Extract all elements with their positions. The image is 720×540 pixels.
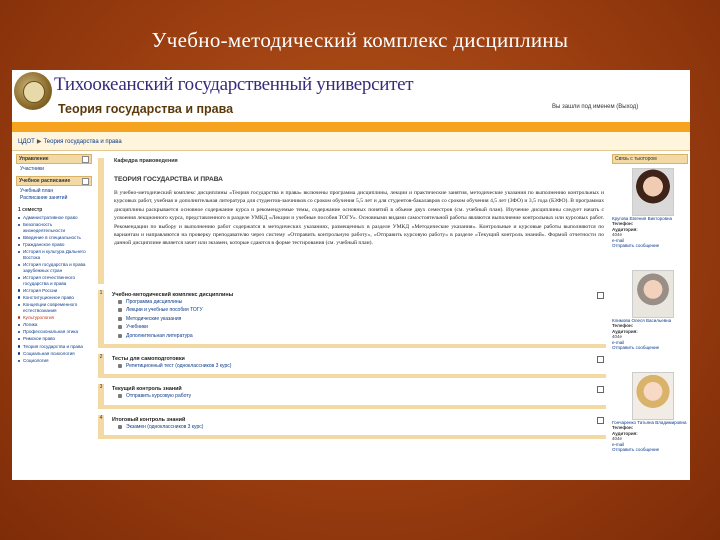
sidebar-item[interactable]: Гражданское право [18,242,92,248]
phone-label: Телефон: [612,323,634,329]
section-divider [98,374,606,378]
sidebar-item[interactable]: История России [18,288,92,294]
email-link[interactable]: e-mail [612,237,625,243]
section-number: 3 [98,384,104,408]
moodle-screenshot [12,70,690,480]
course-section [98,290,606,348]
user-login-info[interactable]: Вы зашли под именем (Выход) [552,104,639,110]
phone-label: Телефон: [612,221,634,227]
section-title-text: Текущий контроль знаний [112,386,182,393]
resource-link[interactable]: Методические указания [112,315,602,323]
room-value: 404е [612,232,623,238]
course-section [98,384,606,408]
collapse-icon[interactable] [82,178,89,185]
course-title: ТЕОРИЯ ГОСУДАРСТВА И ПРАВА [114,176,223,183]
sidebar-item[interactable]: История и культура Дальнего Востока [18,249,92,260]
send-message-link[interactable]: Отправить сообщение [612,345,660,351]
resource-link[interactable]: Дополнительная литература [112,332,602,340]
university-name: Тихоокеанский государственный университет [54,74,414,95]
sidebar-item[interactable]: Социальная психология [18,351,92,357]
course-description: В учебно-методический комплекс дисциплины «Теория государства и права» включены программа дисциплины, лекции и практические занятия, методические указания по выполнению контрольных и курсовых работ, учебная и дополнительная литература для студентов-заочников со сроком обучения 5,5 лет и для студентов-бакалавров со сроком обучения 4,5 лет (ЗФО) и 3,5 года (БЗФО). В программах дисциплины раскрывается основное содержание курса и рекомендуемые темы, содержание основных понятий в объеме двух семестров (см. учебный план). Изучение дисциплины следует начать с усвоения лекционного курса, представленного в разделе УМКД «Лекции и учебные пособия ТОГУ». Основными видами самостоятельной работы являются выполнение контрольных или курсовых работ. Рекомендации по выбору и выполнению работ содержатся в методических указаниях, размещенных в разделе УМКД «Методические указания». Контрольные и курсовые работы выполняются по вариантам и направляются на проверку преподавателю через систему «Отправить контрольную работу», «Отправить курсовую работу» в разделе «Текущий контроль знаний». Формой отчетности по данной дисциплине является зачет или экзамен, которые сдаются в форме тестирования (см. учебный план). [114,190,604,247]
department-name: Кафедра правоведения [114,158,178,164]
section-number: 2 [98,354,104,378]
tutor-card [612,372,688,470]
tutor-name[interactable]: Гончаренко Татьяна Владимировна [612,420,687,425]
send-message-link[interactable]: Отправить сообщение [612,243,660,249]
section-title-text: Тесты для самоподготовки [112,356,185,363]
room-value: 404е [612,334,623,340]
breadcrumb [12,132,690,151]
phone-label: Телефон: [612,425,634,431]
tutor-photo [632,168,674,216]
tutor-block-header: Связь с тьютором [612,154,688,164]
university-seal-icon [14,72,52,110]
block-header-people [16,154,92,164]
sidebar-item[interactable]: Логика [18,322,92,328]
breadcrumb-home[interactable]: ЦДОТ [18,139,35,145]
breadcrumb-separator: ▶ [36,139,42,145]
sidebar-item[interactable]: Культурология [18,315,92,321]
block-title: Управление [19,156,49,162]
main-content [98,154,606,480]
schedule-link[interactable]: Расписание занятий [20,195,68,201]
block-header-schedule [16,176,92,186]
room-label: Аудитория: [612,430,638,436]
course-section [98,354,606,378]
sidebar-item[interactable]: История отечественного государства и права [18,275,92,286]
slide-title: Учебно-методический комплекс дисциплины [151,28,569,52]
tutor-name[interactable]: Кругова Евгения Викторовна [612,216,673,221]
tutor-card [612,270,688,368]
sidebar-item[interactable]: Административное право [18,215,92,221]
course-intro [98,158,612,284]
tutor-photo [632,372,674,420]
sidebar-item[interactable]: Концепции современного естествознания [18,302,92,313]
section-number: 1 [98,290,104,348]
sidebar-item[interactable]: История государства и права зарубежных стран [18,262,92,273]
course-section [98,415,606,439]
sidebar-item[interactable]: Конституционное право [18,295,92,301]
resource-link[interactable]: Лекции и учебные пособия ТОГУ [112,306,602,314]
resource-link[interactable]: Отправить курсовую работу [112,392,602,400]
resource-link[interactable]: Программа дисциплины [112,298,602,306]
resource-link[interactable]: Экзамен (одноклассников 3 курс) [112,423,602,431]
section-title-text: Итоговый контроль знаний [112,416,186,423]
sidebar-item[interactable]: Введение в специальность [18,235,92,241]
tutor-name[interactable]: Климова Олеся Васильевна [612,318,672,323]
sidebar-item[interactable]: Безопасность жизнедеятельности [18,222,92,233]
send-message-link[interactable]: Отправить сообщение [612,447,660,453]
email-link[interactable]: e-mail [612,441,625,447]
sidebar-item[interactable]: Теория государства и права [18,344,92,350]
right-sidebar [612,154,688,480]
sidebar-item[interactable]: Социология [18,358,92,364]
room-label: Аудитория: [612,226,638,232]
header-accent-bar [12,122,690,132]
section-divider [98,405,606,409]
left-sidebar [16,154,92,480]
resource-link[interactable]: Репетиционный тест (одноклассников 3 курс) [112,362,602,370]
tutor-card [612,168,688,266]
section-divider [98,344,606,348]
room-value: 404е [612,436,623,442]
participants-link[interactable]: Участники [20,166,44,172]
course-name: Теория государства и права [58,102,234,116]
discipline-list [16,215,92,364]
room-label: Аудитория: [612,328,638,334]
section-title-text: Учебно-методический комплекс дисциплины [112,292,234,298]
tutor-photo [632,270,674,318]
section-divider [98,435,606,439]
semester-label: 1 семестр [18,207,43,213]
collapse-icon[interactable] [82,156,89,163]
study-plan-link[interactable]: Учебный план [20,188,54,194]
section-number: 4 [98,415,104,439]
email-link[interactable]: e-mail [612,339,625,345]
breadcrumb-course[interactable]: Теория государства и права [43,139,122,145]
resource-link[interactable]: Учебники [112,323,602,331]
sidebar-item[interactable]: Римское право [18,336,92,342]
sidebar-item[interactable]: Профессиональная этика [18,329,92,335]
block-title: Учебное расписание [19,178,71,184]
